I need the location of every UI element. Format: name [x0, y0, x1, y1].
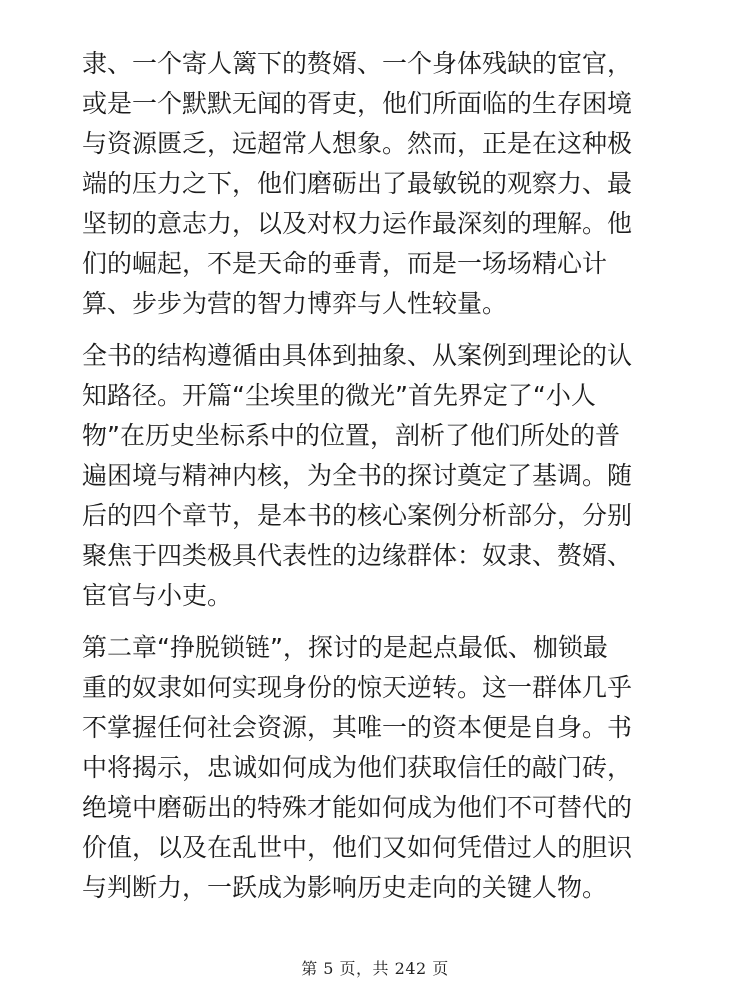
- paragraph-1: [82, 44, 672, 324]
- text-line: 与资源匮乏，远超常人想象。然而，正是在这种极: [82, 129, 633, 158]
- text-line: 坚韧的意志力，以及对权力运作最深刻的理解。他: [82, 209, 633, 238]
- text-line: 宦官与小吏。: [82, 581, 233, 610]
- paragraph-2: [82, 336, 672, 616]
- text-line: 价值，以及在乱世中，他们又如何凭借过人的胆识: [82, 833, 633, 862]
- text-line: 或是一个默默无闻的胥吏，他们所面临的生存困境: [82, 89, 633, 118]
- text-line: 与判断力，一跃成为影响历史走向的关键人物。: [82, 873, 608, 902]
- text-line: 中将揭示，忠诚如何成为他们获取信任的敲门砖，: [82, 753, 633, 782]
- text-line: 遍困境与精神内核，为全书的探讨奠定了基调。随: [82, 461, 633, 490]
- text-line: 重的奴隶如何实现身份的惊天逆转。这一群体几乎: [82, 673, 633, 702]
- text-line: 隶、一个寄人篱下的赘婿、一个身体残缺的宦官，: [82, 49, 633, 78]
- page-number-footer: 第 5 页，共 242 页: [301, 959, 449, 978]
- paragraph-3: [82, 628, 672, 908]
- text-line: 后的四个章节，是本书的核心案例分析部分，分别: [82, 501, 633, 530]
- text-line: 第二章“挣脱锁链”，探讨的是起点最低、枷锁最: [82, 633, 608, 662]
- text-line: 不掌握任何社会资源，其唯一的资本便是自身。书: [82, 713, 633, 742]
- text-line: 全书的结构遵循由具体到抽象、从案例到理论的认: [82, 341, 633, 370]
- text-line: 们的崛起，不是天命的垂青，而是一场场精心计: [82, 249, 608, 278]
- text-line: 绝境中磨砺出的特殊才能如何成为他们不可替代的: [82, 793, 633, 822]
- text-line: 聚焦于四类极具代表性的边缘群体：奴隶、赘婿、: [82, 541, 633, 570]
- text-line: 端的压力之下，他们磨砺出了最敏锐的观察力、最: [82, 169, 633, 198]
- text-line: 知路径。开篇“尘埃里的微光”首先界定了“小人: [82, 381, 596, 410]
- text-line: 算、步步为营的智力博弈与人性较量。: [82, 289, 508, 318]
- document-body: [82, 44, 672, 908]
- text-line: 物”在历史坐标系中的位置，剖析了他们所处的普: [82, 421, 620, 450]
